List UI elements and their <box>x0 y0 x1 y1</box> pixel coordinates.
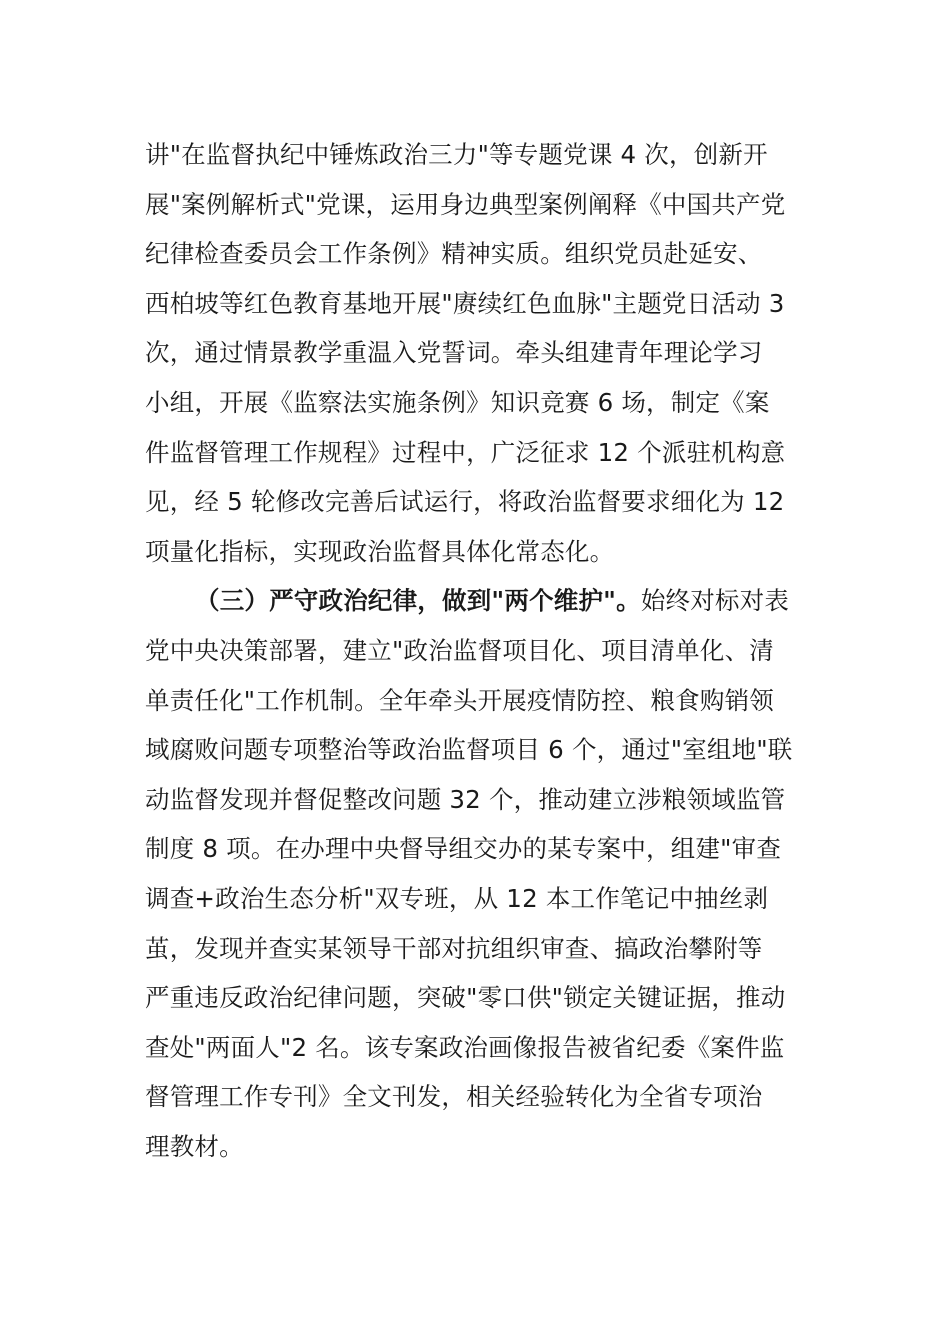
paragraph-2-line: 茧，发现并查实某领导干部对抗组织审查、搞政治攀附等 <box>145 933 763 963</box>
paragraph-1-line: 项量化指标，实现政治监督具体化常态化。 <box>145 536 615 566</box>
paragraph-2-first-line <box>145 576 810 626</box>
paragraph-2-line: 严重违反政治纪律问题，突破"零口供"锁定关键证据，推动 <box>145 983 786 1013</box>
paragraph-2-line: 单责任化"工作机制。全年牵头开展疫情防控、粮食购销领 <box>145 685 774 715</box>
paragraph-1-line: 纪律检查委员会工作条例》精神实质。组织党员赴延安、 <box>145 239 763 269</box>
section-heading: （三）严守政治纪律，做到"两个维护"。 <box>195 586 641 616</box>
paragraph-2-line: 制度 8 项。在办理中央督导组交办的某专案中，组建"审查 <box>145 834 782 864</box>
paragraph-2-line: 动监督发现并督促整改问题 32 个，推动建立涉粮领域监管 <box>145 784 786 814</box>
paragraph-2-line: 调查+政治生态分析"双专班，从 12 本工作笔记中抽丝剥 <box>145 883 769 913</box>
paragraph-1-line: 讲"在监督执纪中锤炼政治三力"等专题党课 4 次，创新开 <box>145 140 768 169</box>
paragraph-1-line: 见，经 5 轮修改完善后试运行，将政治监督要求细化为 12 <box>145 487 785 517</box>
paragraph-1-line: 小组，开展《监察法实施条例》知识竞赛 6 场，制定《案 <box>145 387 770 417</box>
paragraph-1-line: 次，通过情景教学重温入党誓词。牵头组建青年理论学习 <box>145 338 763 368</box>
paragraph-2-line: 查处"两面人"2 名。该专案政治画像报告被省纪委《案件监 <box>145 1032 785 1062</box>
paragraph-2-line: 域腐败问题专项整治等政治监督项目 6 个，通过"室组地"联 <box>145 735 793 765</box>
paragraph-2-first-line-text: 始终对标对表 <box>640 586 790 616</box>
paragraph-2-line: 党中央决策部署，建立"政治监督项目化、项目清单化、清 <box>145 635 774 665</box>
paragraph-1-line: 件监督管理工作规程》过程中，广泛征求 12 个派驻机构意 <box>145 437 786 467</box>
paragraph-1-line: 展"案例解析式"党课，运用身边典型案例阐释《中国共产党 <box>145 189 786 219</box>
paragraph-2-line: 督管理工作专刊》全文刊发，相关经验转化为全省专项治 <box>145 1082 763 1112</box>
body-text <box>145 130 810 1171</box>
paragraph-1-line: 西柏坡等红色教育基地开展"赓续红色血脉"主题党日活动 3 <box>145 288 785 318</box>
paragraph-2-line: 理教材。 <box>145 1131 244 1161</box>
